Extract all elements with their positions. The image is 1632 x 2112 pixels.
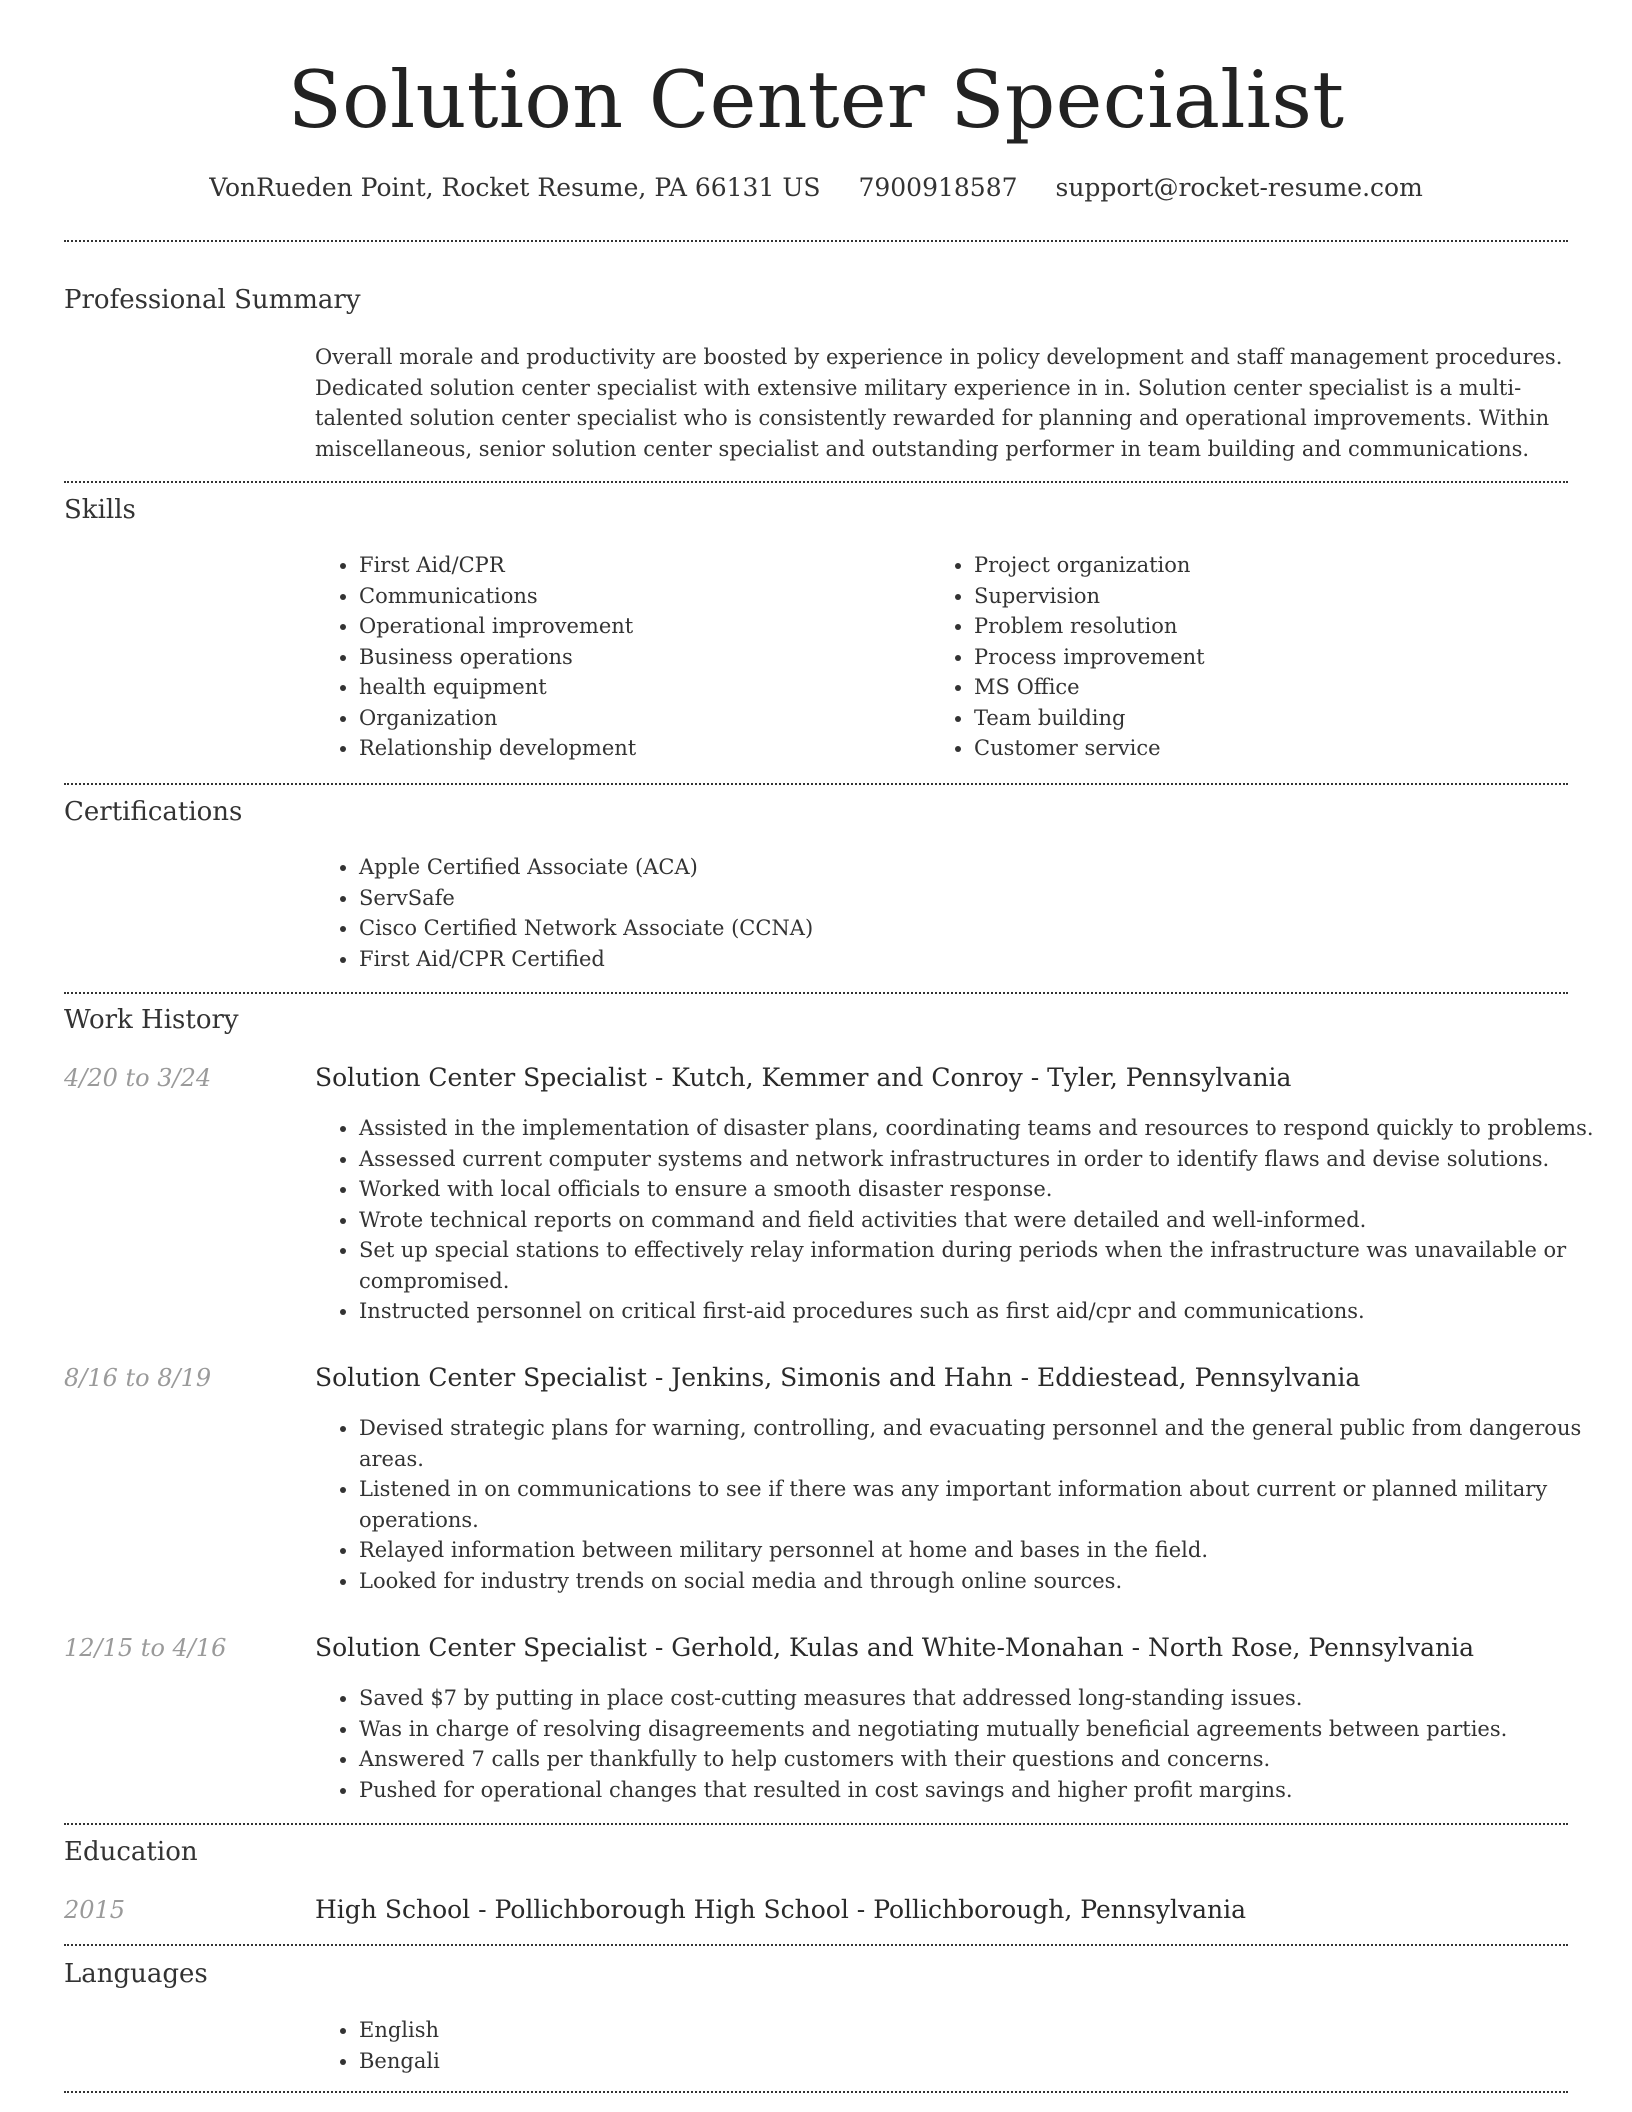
skill-item: • Supervision <box>974 581 1534 612</box>
section-divider <box>64 2091 1568 2093</box>
work-history-heading: Work History <box>64 1005 239 1035</box>
certification-item: • ServSafe <box>359 883 1459 914</box>
skill-item: • First Aid/CPR <box>359 550 919 581</box>
skill-item: • Business operations <box>359 642 919 673</box>
job-bullet: • Set up special stations to effectively relay information during periods when the infrastructure was unavailable or compromised. <box>359 1235 1612 1296</box>
job-bullet: • Assisted in the implementation of disaster plans, coordinating teams and resources to respond quickly to problems. <box>359 1113 1612 1144</box>
skill-item: • Process improvement <box>974 642 1534 673</box>
language-item: • English <box>359 2015 959 2046</box>
job-bullets <box>315 1113 1612 1327</box>
job-bullet: • Assessed current computer systems and network infrastructures in order to identify flaws and devise solutions. <box>359 1144 1612 1175</box>
education-entry: High School - Pollichborough High School - Pollichborough, Pennsylvania <box>315 1895 1246 1924</box>
languages-list <box>315 2015 959 2076</box>
resume-name-title: Solution Center Specialist <box>287 54 1345 146</box>
skills-heading: Skills <box>64 495 136 525</box>
languages-heading: Languages <box>64 1959 208 1989</box>
job-bullet: • Saved $7 by putting in place cost-cutting measures that addressed long-standing issues. <box>359 1683 1612 1714</box>
contact-line <box>0 172 1632 204</box>
section-divider <box>64 992 1568 994</box>
certification-item: • Cisco Certified Network Associate (CCNA) <box>359 913 1459 944</box>
skill-item: • Relationship development <box>359 733 919 764</box>
job-title: Solution Center Specialist - Kutch, Kemmer and Conroy - Tyler, Pennsylvania <box>315 1063 1292 1092</box>
certifications-list <box>315 852 1459 974</box>
skills-list-right <box>930 550 1534 764</box>
job-bullets <box>315 1683 1612 1805</box>
skill-item: • Team building <box>974 703 1534 734</box>
section-divider <box>64 783 1568 785</box>
certifications-heading: Certifications <box>64 797 243 827</box>
skill-item: • Communications <box>359 581 919 612</box>
job-bullet: • Instructed personnel on critical first-aid procedures such as first aid/cpr and communications. <box>359 1296 1612 1327</box>
section-divider <box>64 1823 1568 1825</box>
job-title: Solution Center Specialist - Gerhold, Kulas and White-Monahan - North Rose, Pennsylvania <box>315 1633 1475 1662</box>
skill-item: • Project organization <box>974 550 1534 581</box>
contact-phone: 7900918587 <box>858 173 1018 202</box>
certification-item: • Apple Certified Associate (ACA) <box>359 852 1459 883</box>
job-title: Solution Center Specialist - Jenkins, Simonis and Hahn - Eddiestead, Pennsylvania <box>315 1363 1361 1392</box>
skill-item: • Organization <box>359 703 919 734</box>
contact-email: support@rocket-resume.com <box>1055 173 1423 202</box>
summary-heading: Professional Summary <box>64 285 361 315</box>
education-year: 2015 <box>64 1896 126 1924</box>
skill-item: • health equipment <box>359 672 919 703</box>
job-bullet: • Worked with local officials to ensure a smooth disaster response. <box>359 1174 1612 1205</box>
job-dates: 8/16 to 8/19 <box>64 1364 212 1392</box>
job-bullet: • Looked for industry trends on social media and through online sources. <box>359 1566 1612 1597</box>
job-dates: 12/15 to 4/16 <box>64 1634 227 1662</box>
job-dates: 4/20 to 3/24 <box>64 1064 212 1092</box>
certification-item: • First Aid/CPR Certified <box>359 944 1459 975</box>
section-divider <box>64 481 1568 483</box>
job-bullet: • Relayed information between military personnel at home and bases in the field. <box>359 1535 1612 1566</box>
job-bullet: • Devised strategic plans for warning, controlling, and evacuating personnel and the general public from dangerous areas. <box>359 1413 1612 1474</box>
job-bullet: • Pushed for operational changes that resulted in cost savings and higher profit margins. <box>359 1775 1612 1806</box>
skill-item: • Problem resolution <box>974 611 1534 642</box>
job-bullet: • Listened in on communications to see if there was any important information about current or planned military operations. <box>359 1474 1612 1535</box>
language-item: • Bengali <box>359 2046 959 2077</box>
section-divider <box>64 240 1568 242</box>
skill-item: • Operational improvement <box>359 611 919 642</box>
education-heading: Education <box>64 1837 198 1867</box>
skills-list-left <box>315 550 919 764</box>
contact-address: VonRueden Point, Rocket Resume, PA 66131 US <box>209 173 821 202</box>
job-bullets <box>315 1413 1612 1596</box>
skill-item: • MS Office <box>974 672 1534 703</box>
job-bullet: • Wrote technical reports on command and field activities that were detailed and well-informed. <box>359 1205 1612 1236</box>
job-bullet: • Was in charge of resolving disagreements and negotiating mutually beneficial agreements between parties. <box>359 1714 1612 1745</box>
section-divider <box>64 1944 1568 1946</box>
job-bullet: • Answered 7 calls per thankfully to help customers with their questions and concerns. <box>359 1744 1612 1775</box>
summary-text: Overall morale and productivity are boosted by experience in policy development and staff management procedures. Dedicated solution center specialist with extensive military experience in in. Solution center specialist is a multi-talented solution center specialist who is consistently rewarded for planning and operational improvements. Within miscellaneous, senior solution center specialist and outstanding performer in team building and communications. <box>315 345 1563 461</box>
skill-item: • Customer service <box>974 733 1534 764</box>
